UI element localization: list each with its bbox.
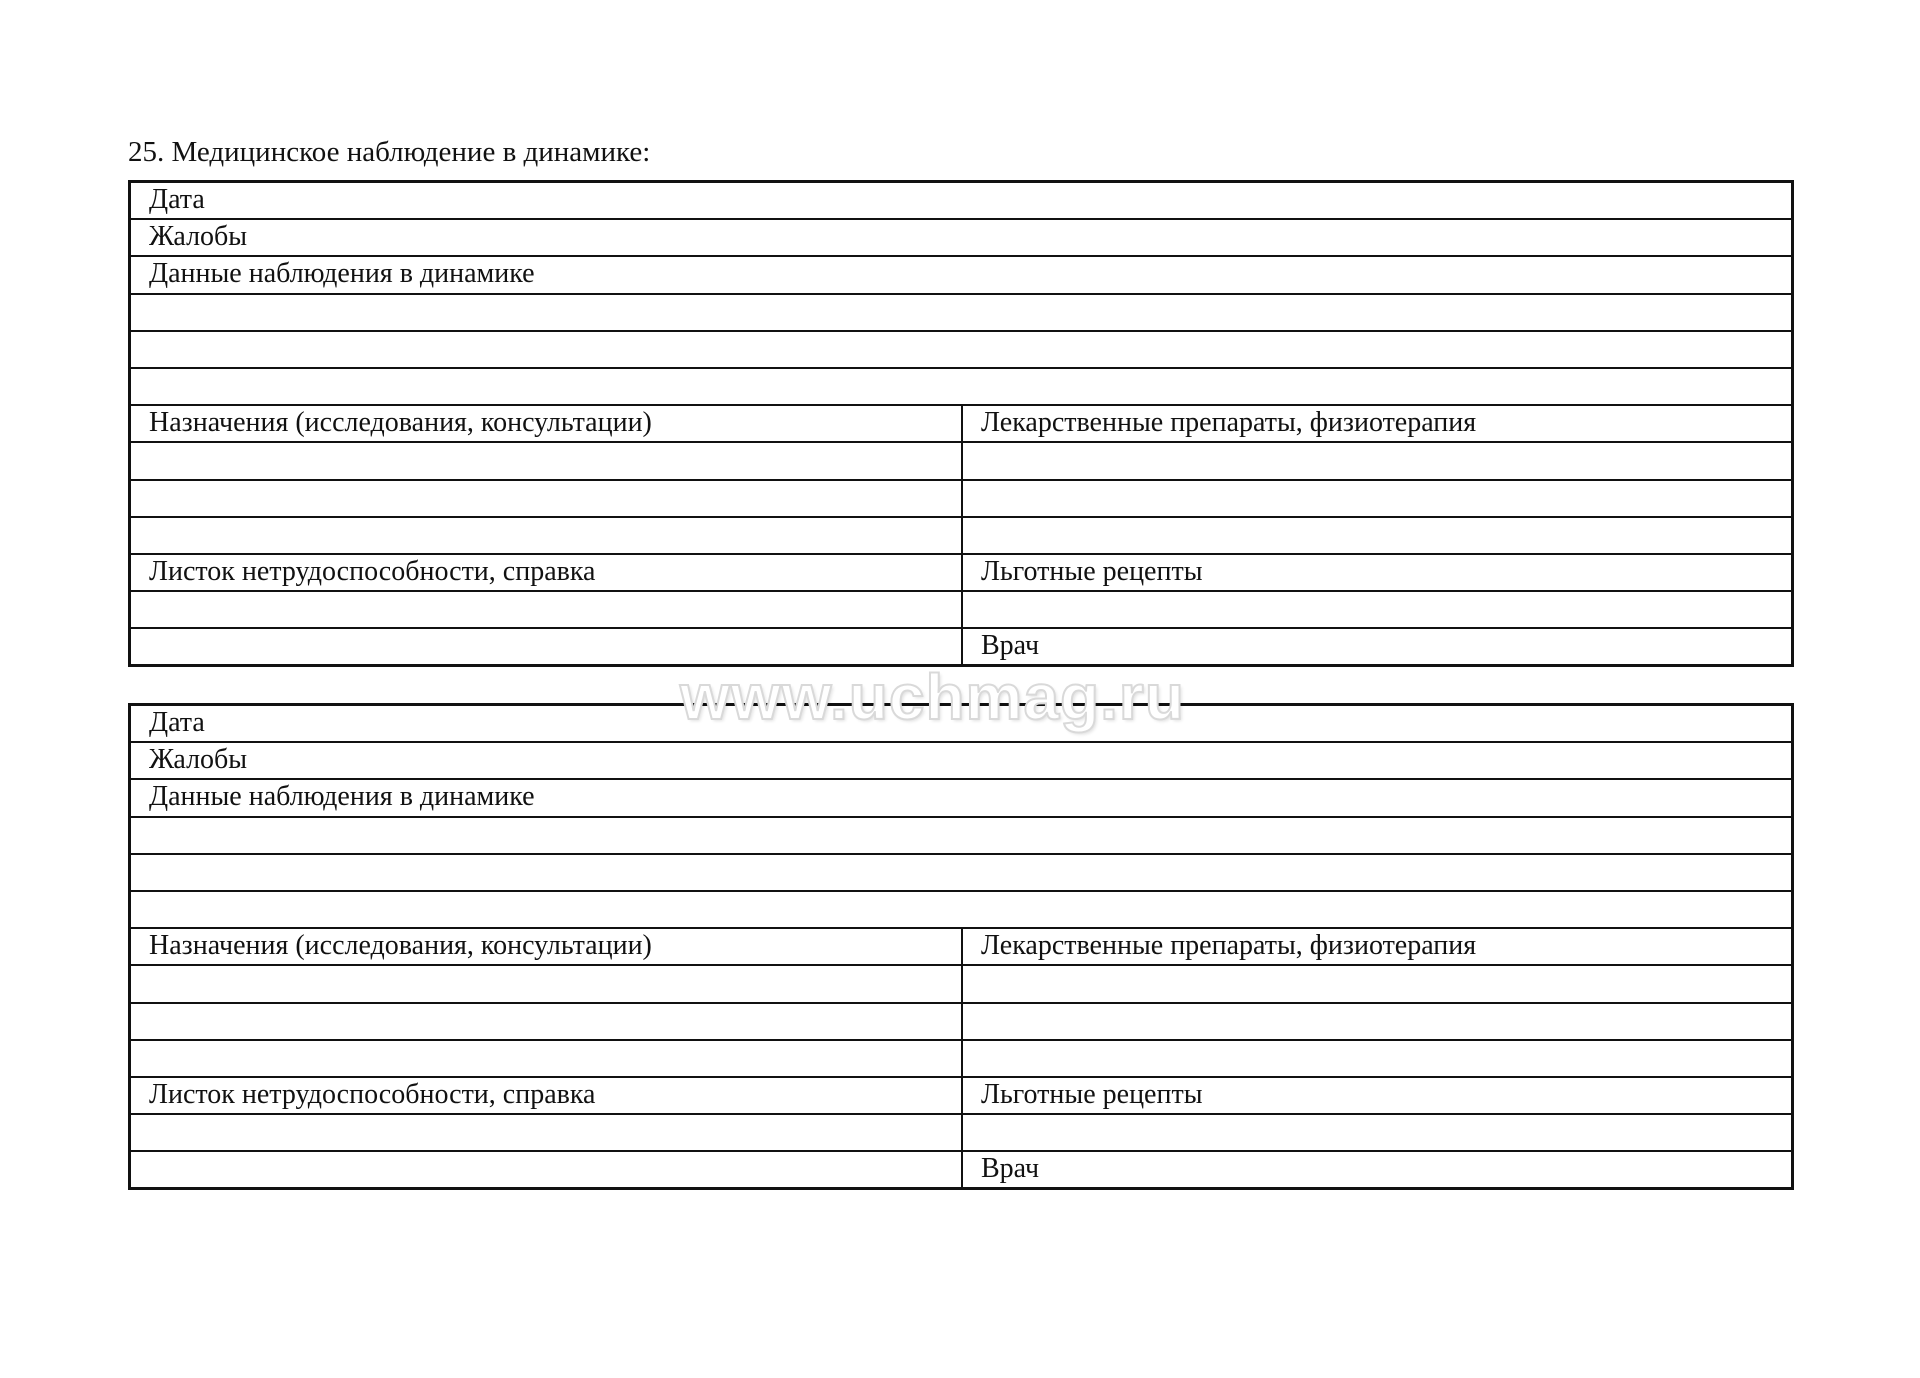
row-prescriptions-medications (131, 404, 1791, 441)
row-date (131, 706, 1791, 741)
sick-leave-label: Листок нетрудоспособности, справка (131, 1078, 963, 1113)
blank-line[interactable] (963, 592, 1791, 627)
blank-line[interactable] (131, 855, 1791, 890)
blank-row (131, 441, 1791, 478)
blank-row (131, 1039, 1791, 1076)
blank-row (131, 1002, 1791, 1039)
row-dynamics (131, 255, 1791, 292)
blank-line[interactable] (131, 1041, 963, 1076)
sick-leave-label: Листок нетрудоспособности, справка (131, 555, 963, 590)
preferential-prescriptions-label: Льготные рецепты (981, 1078, 1203, 1110)
blank-line[interactable] (131, 332, 1791, 367)
medications-label: Лекарственные препараты, физиотерапия (981, 407, 1477, 439)
blank-row (131, 590, 1791, 627)
blank-row (131, 816, 1791, 853)
blank-line[interactable] (963, 443, 1791, 478)
row-doctor (131, 1150, 1791, 1187)
blank-row (131, 293, 1791, 330)
blank-line[interactable] (963, 481, 1791, 516)
row-complaints (131, 741, 1791, 778)
blank-line[interactable] (131, 592, 963, 627)
blank-line[interactable] (131, 369, 1791, 404)
row-date (131, 183, 1791, 218)
doctor-label: Врач (981, 1153, 1040, 1185)
blank-row (131, 367, 1791, 404)
date-label: Дата (149, 707, 205, 738)
observation-table-1 (128, 180, 1794, 667)
blank-line[interactable] (131, 443, 963, 478)
blank-row (131, 964, 1791, 1001)
watermark: www.uchmag.ru (680, 661, 1185, 733)
blank-line[interactable] (963, 966, 1791, 1001)
blank-line[interactable] (131, 1152, 963, 1187)
blank-line[interactable] (963, 1041, 1791, 1076)
dynamics-label: Данные наблюдения в динамике (149, 258, 535, 290)
date-label: Дата (149, 184, 205, 215)
row-complaints (131, 218, 1791, 255)
prescriptions-label: Назначения (исследования, консультации) (131, 406, 963, 441)
complaints-label: Жалобы (149, 221, 248, 253)
blank-row (131, 479, 1791, 516)
row-sickleave-preferential (131, 1076, 1791, 1113)
blank-line[interactable] (963, 1004, 1791, 1039)
blank-row (131, 516, 1791, 553)
observation-table-2 (128, 703, 1794, 1190)
blank-line[interactable] (131, 818, 1791, 853)
blank-line[interactable] (131, 1004, 963, 1039)
blank-line[interactable] (131, 892, 1791, 927)
row-doctor (131, 627, 1791, 664)
blank-row (131, 853, 1791, 890)
page-heading: 25. Медицинское наблюдение в динамике: (128, 136, 651, 168)
preferential-prescriptions-label: Льготные рецепты (981, 555, 1203, 587)
doctor-label: Врач (981, 630, 1040, 662)
blank-line[interactable] (131, 518, 963, 553)
blank-line[interactable] (131, 481, 963, 516)
row-dynamics (131, 778, 1791, 815)
prescriptions-label: Назначения (исследования, консультации) (131, 929, 963, 964)
blank-line[interactable] (963, 1115, 1791, 1150)
blank-line[interactable] (963, 518, 1791, 553)
dynamics-label: Данные наблюдения в динамике (149, 781, 535, 813)
blank-line[interactable] (131, 629, 963, 664)
medications-label: Лекарственные препараты, физиотерапия (981, 930, 1477, 962)
blank-row (131, 890, 1791, 927)
row-sickleave-preferential (131, 553, 1791, 590)
blank-line[interactable] (131, 1115, 963, 1150)
row-prescriptions-medications (131, 927, 1791, 964)
blank-row (131, 1113, 1791, 1150)
blank-row (131, 330, 1791, 367)
complaints-label: Жалобы (149, 744, 248, 776)
blank-line[interactable] (131, 295, 1791, 330)
blank-line[interactable] (131, 966, 963, 1001)
